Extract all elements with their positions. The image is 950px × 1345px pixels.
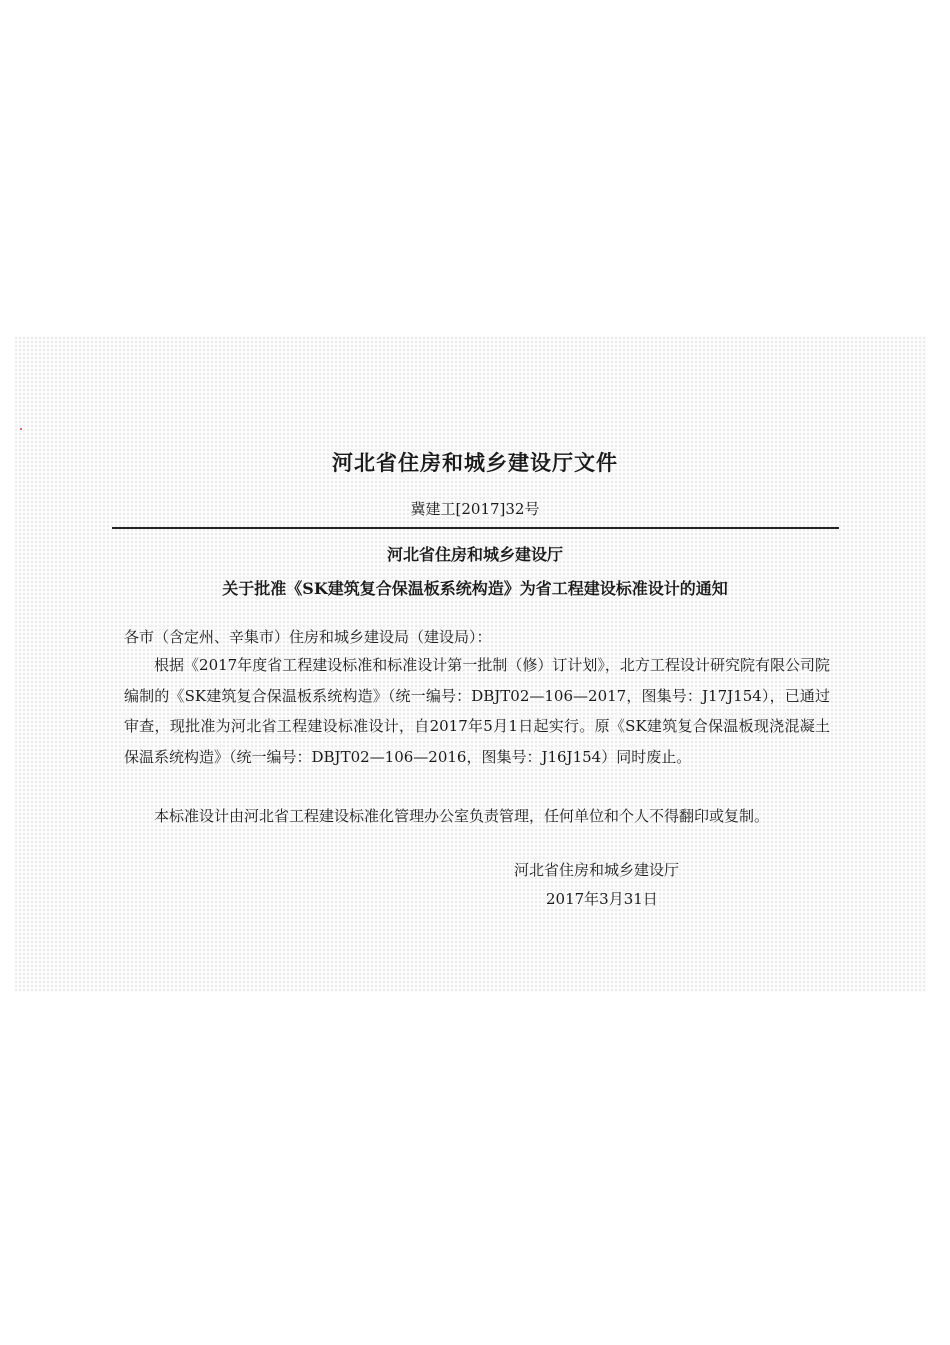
signature-organization: 河北省住房和城乡建设厅 — [514, 861, 680, 879]
addressee: 各市（含定州、辛集市）住房和城乡建设局（建设局）： — [124, 628, 492, 646]
document-number: 冀建工[2017]32号 — [410, 500, 540, 518]
signature-date: 2017年3月31日 — [546, 890, 658, 908]
document-issuer-header: 河北省住房和城乡建设厅文件 — [332, 450, 618, 475]
body-paragraph-approval: 根据《2017年度省工程建设标准和标准设计第一批制（修）订计划》，北方工程设计研究院有限公司院编制的《SK建筑复合保温板系统构造》（统一编号：DBJT02—106—2017，图集号：J17J154），已通过审查，现批准为河北省工程建设标准设计，自2017年5月1日起实行。原《SK建筑复合保温板现浇混凝土保温系统构造》（统一编号：DBJT02—106—2016，图集号：J16J154）同时废止。 — [124, 656, 830, 766]
notice-title-line-2: 关于批准《SK建筑复合保温板系统构造》为省工程建设标准设计的通知 — [222, 579, 728, 598]
body-paragraph-management: 本标准设计由河北省工程建设标准化管理办公室负责管理，任何单位和个人不得翻印或复制。 — [154, 807, 770, 825]
header-divider — [112, 527, 839, 529]
notice-title-line-1: 河北省住房和城乡建设厅 — [386, 545, 563, 564]
scan-speck — [20, 428, 22, 430]
